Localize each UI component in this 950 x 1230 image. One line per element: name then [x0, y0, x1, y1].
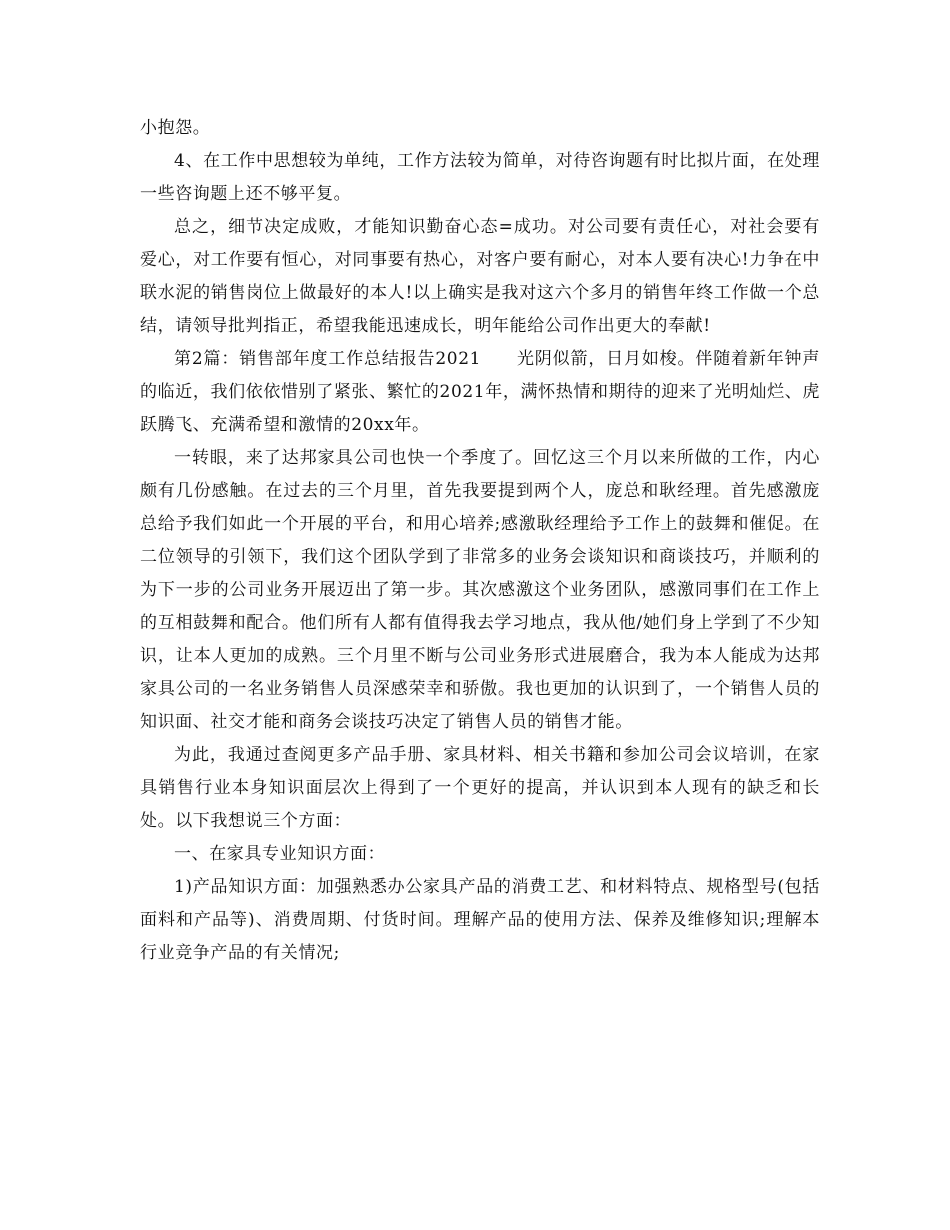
paragraph-product-knowledge: 1)产品知识方面：加强熟悉办公家具产品的消费工艺、和材料特点、规格型号(包括面料和产品等)、消费周期、付货时间。理解产品的使用方法、保养及维修知识;理解本行业竞争产品的有关情况; — [140, 877, 820, 963]
paragraph-point-4: 4、在工作中思想较为单纯，工作方法较为简单，对待咨询题有时比拟片面，在处理一些咨询题上还不够平复。 — [140, 151, 820, 204]
paragraph-improvement: 为此，我通过查阅更多产品手册、家具材料、相关书籍和参加公司会议培训，在家具销售行业本身知识面层次上得到了一个更好的提高，并认识到本人现有的缺乏和长处。以下我想说三个方面： — [140, 745, 820, 831]
paragraph-reflection: 一转眼，来了达邦家具公司也快一个季度了。回忆这三个月以来所做的工作，内心颇有几份感触。在过去的三个月里，首先我要提到两个人，庞总和耿经理。首先感激庞总给予我们如此一个开展的平台，和用心培养;感激耿经理给予工作上的鼓舞和催促。在二位领导的引领下，我们这个团队学到了非常多的业务会谈知识和商谈技巧，并顺利的为下一步的公司业务开展迈出了第一步。其次感激这个业务团队，感激同事们在工作上的互相鼓舞和配合。他们所有人都有值得我去学习地点，我从他/她们身上学到了不少知识，让本人更加的成熟。三个月里不断与公司业务形式进展磨合，我为本人能成为达邦家具公司的一名业务销售人员深感荣幸和骄傲。我也更加的认识到了，一个销售人员的知识面、社交才能和商务会谈技巧决定了销售人员的销售才能。 — [140, 448, 820, 732]
paragraph-conclusion: 总之，细节决定成败，才能知识勤奋心态=成功。对公司要有责任心，对社会要有爱心，对工作要有恒心，对同事要有热心，对客户要有耐心，对本人要有决心!力争在中联水泥的销售岗位上做最好的本人!以上确实是我对这六个多月的销售年终工作做一个总结，请领导批判指正，希望我能迅速成长，明年能给公司作出更大的奉献! — [140, 217, 820, 336]
paragraph-article-2-intro: 第2篇：销售部年度工作总结报告2021 光阴似箭，日月如梭。伴随着新年钟声的临近，我们依依惜别了紧张、繁忙的2021年，满怀热情和期待的迎来了光明灿烂、虎跃腾飞、充满希望和激情的20xx年。 — [140, 349, 820, 435]
document-page — [140, 112, 820, 970]
section-heading-furniture-knowledge: 一、在家具专业知识方面： — [174, 844, 386, 864]
paragraph-complaint-end: 小抱怨。 — [140, 118, 211, 138]
